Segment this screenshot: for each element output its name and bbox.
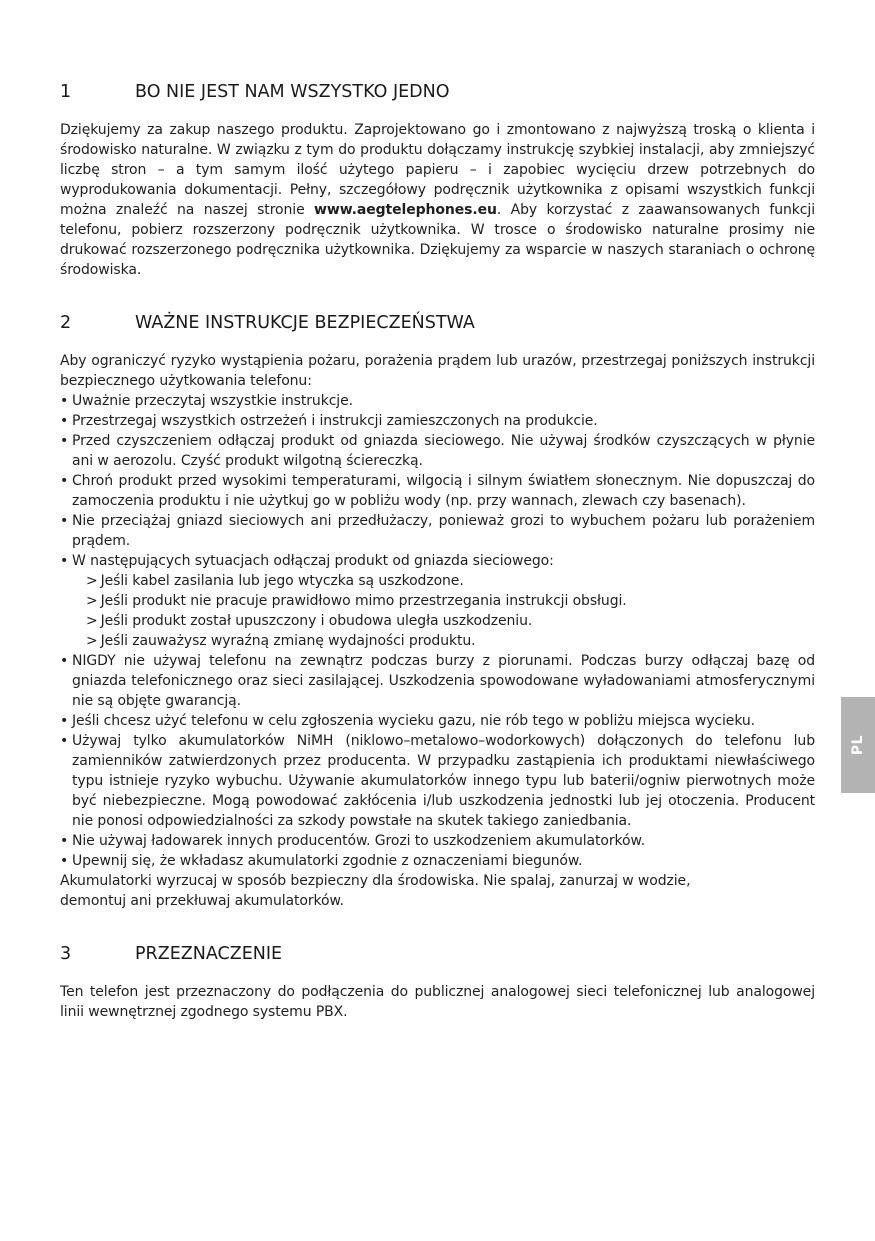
battery-note-line-2: demontuj ani przekłuwaj akumulatorków. — [60, 893, 344, 909]
sub-item-text: Jeśli produkt został upuszczony i obudowa uległa uszkodzeniu. — [100, 613, 533, 629]
battery-disposal-note — [60, 871, 815, 911]
list-item: • Uważnie przeczytaj wszystkie instrukcje. — [60, 391, 815, 411]
sub-item-marker: > — [86, 633, 98, 649]
sub-list-item — [72, 611, 815, 631]
list-item-text: W następujących sytuacjach odłączaj produkt od gniazda sieciowego: — [72, 553, 554, 569]
sub-list — [72, 571, 815, 651]
section-2 — [60, 311, 815, 911]
section-2-title: WAŻNE INSTRUKCJE BEZPIECZEŃSTWA — [135, 313, 475, 333]
sub-item-marker: > — [86, 593, 98, 609]
sub-item-text: Jeśli kabel zasilania lub jego wtyczka są uszkodzone. — [100, 573, 464, 589]
manual-page — [60, 80, 815, 1022]
language-tab — [841, 697, 875, 793]
website-link: www.aegtelephones.eu — [314, 202, 497, 218]
sub-list-item — [72, 571, 815, 591]
battery-note-line-1: Akumulatorki wyrzucaj w sposób bezpieczny dla środowiska. Nie spalaj, zanurzaj w wodzie, — [60, 873, 691, 889]
sub-item-text: Jeśli produkt nie pracuje prawidłowo mimo przestrzegania instrukcji obsługi. — [100, 593, 627, 609]
section-1-paragraph — [60, 120, 815, 280]
language-tab-label: PL — [850, 734, 866, 756]
sub-item-text: Jeśli zauważysz wyraźną zmianę wydajności produktu. — [100, 633, 476, 649]
sub-list-item — [72, 631, 815, 651]
section-2-heading — [60, 311, 815, 335]
list-item: • Używaj tylko akumulatorków NiMH (niklowo–metalowo–wodorkowych) dołączonych do telefonu lub zamienników zatwierdzonych przez producenta. W przypadku zastąpienia ich produktami niewłaściwego typu istnieje ryzyko wybuchu. Używanie akumulatorków innego typu lub baterii/ogniw pierwotnych może być niebezpieczne. Mogą powodować zakłócenia i/lub uszkodzenia jednostki lub jej otoczenia. Producent nie ponosi odpowiedzialności za szkody powstałe na skutek takiego zaniedbania. — [60, 731, 815, 831]
section-3-paragraph: Ten telefon jest przeznaczony do podłączenia do publicznej analogowej sieci telefonicznej lub analogowej linii wewnętrznej zgodnego systemu PBX. — [60, 984, 815, 1020]
section-1-text-before-link: Dziękujemy za zakup naszego produktu. Zaprojektowano go i zmontowano z najwyższą troską o klienta i środowisko naturalne. W związku z tym do produktu dołączamy instrukcję szybkiej instalacji, aby zmniejszyć liczbę stron – a tym samym ilość użytego papieru – i zapobiec wycięciu drzew potrzebnych do wyprodukowania dokumentacji. Pełny, szczegółowy podręcznik użytkownika z opisami wszystkich funkcji można znaleźć na naszej stronie — [60, 122, 815, 218]
list-item: • NIGDY nie używaj telefonu na zewnątrz podczas burzy z piorunami. Podczas burzy odłączaj bazę od gniazda telefonicznego oraz sieci zasilającej. Uszkodzenia spowodowane wyładowaniami atmosferycznymi nie są objęte gwarancją. — [60, 651, 815, 711]
safety-list — [60, 391, 815, 871]
sub-item-marker: > — [86, 573, 98, 589]
list-item: • Przestrzegaj wszystkich ostrzeżeń i instrukcji zamieszczonych na produkcie. — [60, 411, 815, 431]
section-3-title: PRZEZNACZENIE — [135, 944, 283, 964]
section-1-title: BO NIE JEST NAM WSZYSTKO JEDNO — [135, 82, 450, 102]
list-item: • Upewnij się, że wkładasz akumulatorki zgodnie z oznaczeniami biegunów. — [60, 851, 815, 871]
list-item: • Chroń produkt przed wysokimi temperaturami, wilgocią i silnym światłem słonecznym. Nie dopuszczaj do zamoczenia produktu i nie użytkuj go w pobliżu wody (np. przy wannach, zlewach czy basenach). — [60, 471, 815, 511]
list-item: • Przed czyszczeniem odłączaj produkt od gniazda sieciowego. Nie używaj środków czyszczących w płynie ani w aerozolu. Czyść produkt wilgotną ściereczką. — [60, 431, 815, 471]
section-3 — [60, 942, 815, 1022]
list-item-with-subitems — [60, 551, 815, 651]
section-3-heading — [60, 942, 815, 966]
section-1-heading — [60, 80, 815, 104]
section-1-text-after-link: . Aby korzystać z zaawansowanych funkcji telefonu, pobierz rozszerzony podręcznik użytkownika. W trosce o środowisko naturalne prosimy nie drukować rozszerzonego podręcznika użytkownika. Dziękujemy za wsparcie w naszych staraniach o ochronę środowiska. — [60, 202, 815, 278]
section-1-number: 1 — [60, 82, 72, 102]
list-item: • Nie używaj ładowarek innych producentów. Grozi to uszkodzeniem akumulatorków. — [60, 831, 815, 851]
section-3-number: 3 — [60, 944, 72, 964]
section-2-number: 2 — [60, 313, 72, 333]
sub-item-marker: > — [86, 613, 98, 629]
list-item: • Jeśli chcesz użyć telefonu w celu zgłoszenia wycieku gazu, nie rób tego w pobliżu miejsca wycieku. — [60, 711, 815, 731]
section-1 — [60, 80, 815, 280]
sub-list-item — [72, 591, 815, 611]
list-item: • Nie przeciążaj gniazd sieciowych ani przedłużaczy, ponieważ grozi to wybuchem pożaru lub porażeniem prądem. — [60, 511, 815, 551]
section-2-intro: Aby ograniczyć ryzyko wystąpienia pożaru, porażenia prądem lub urazów, przestrzegaj poniższych instrukcji bezpiecznego użytkowania telefonu: — [60, 353, 815, 389]
